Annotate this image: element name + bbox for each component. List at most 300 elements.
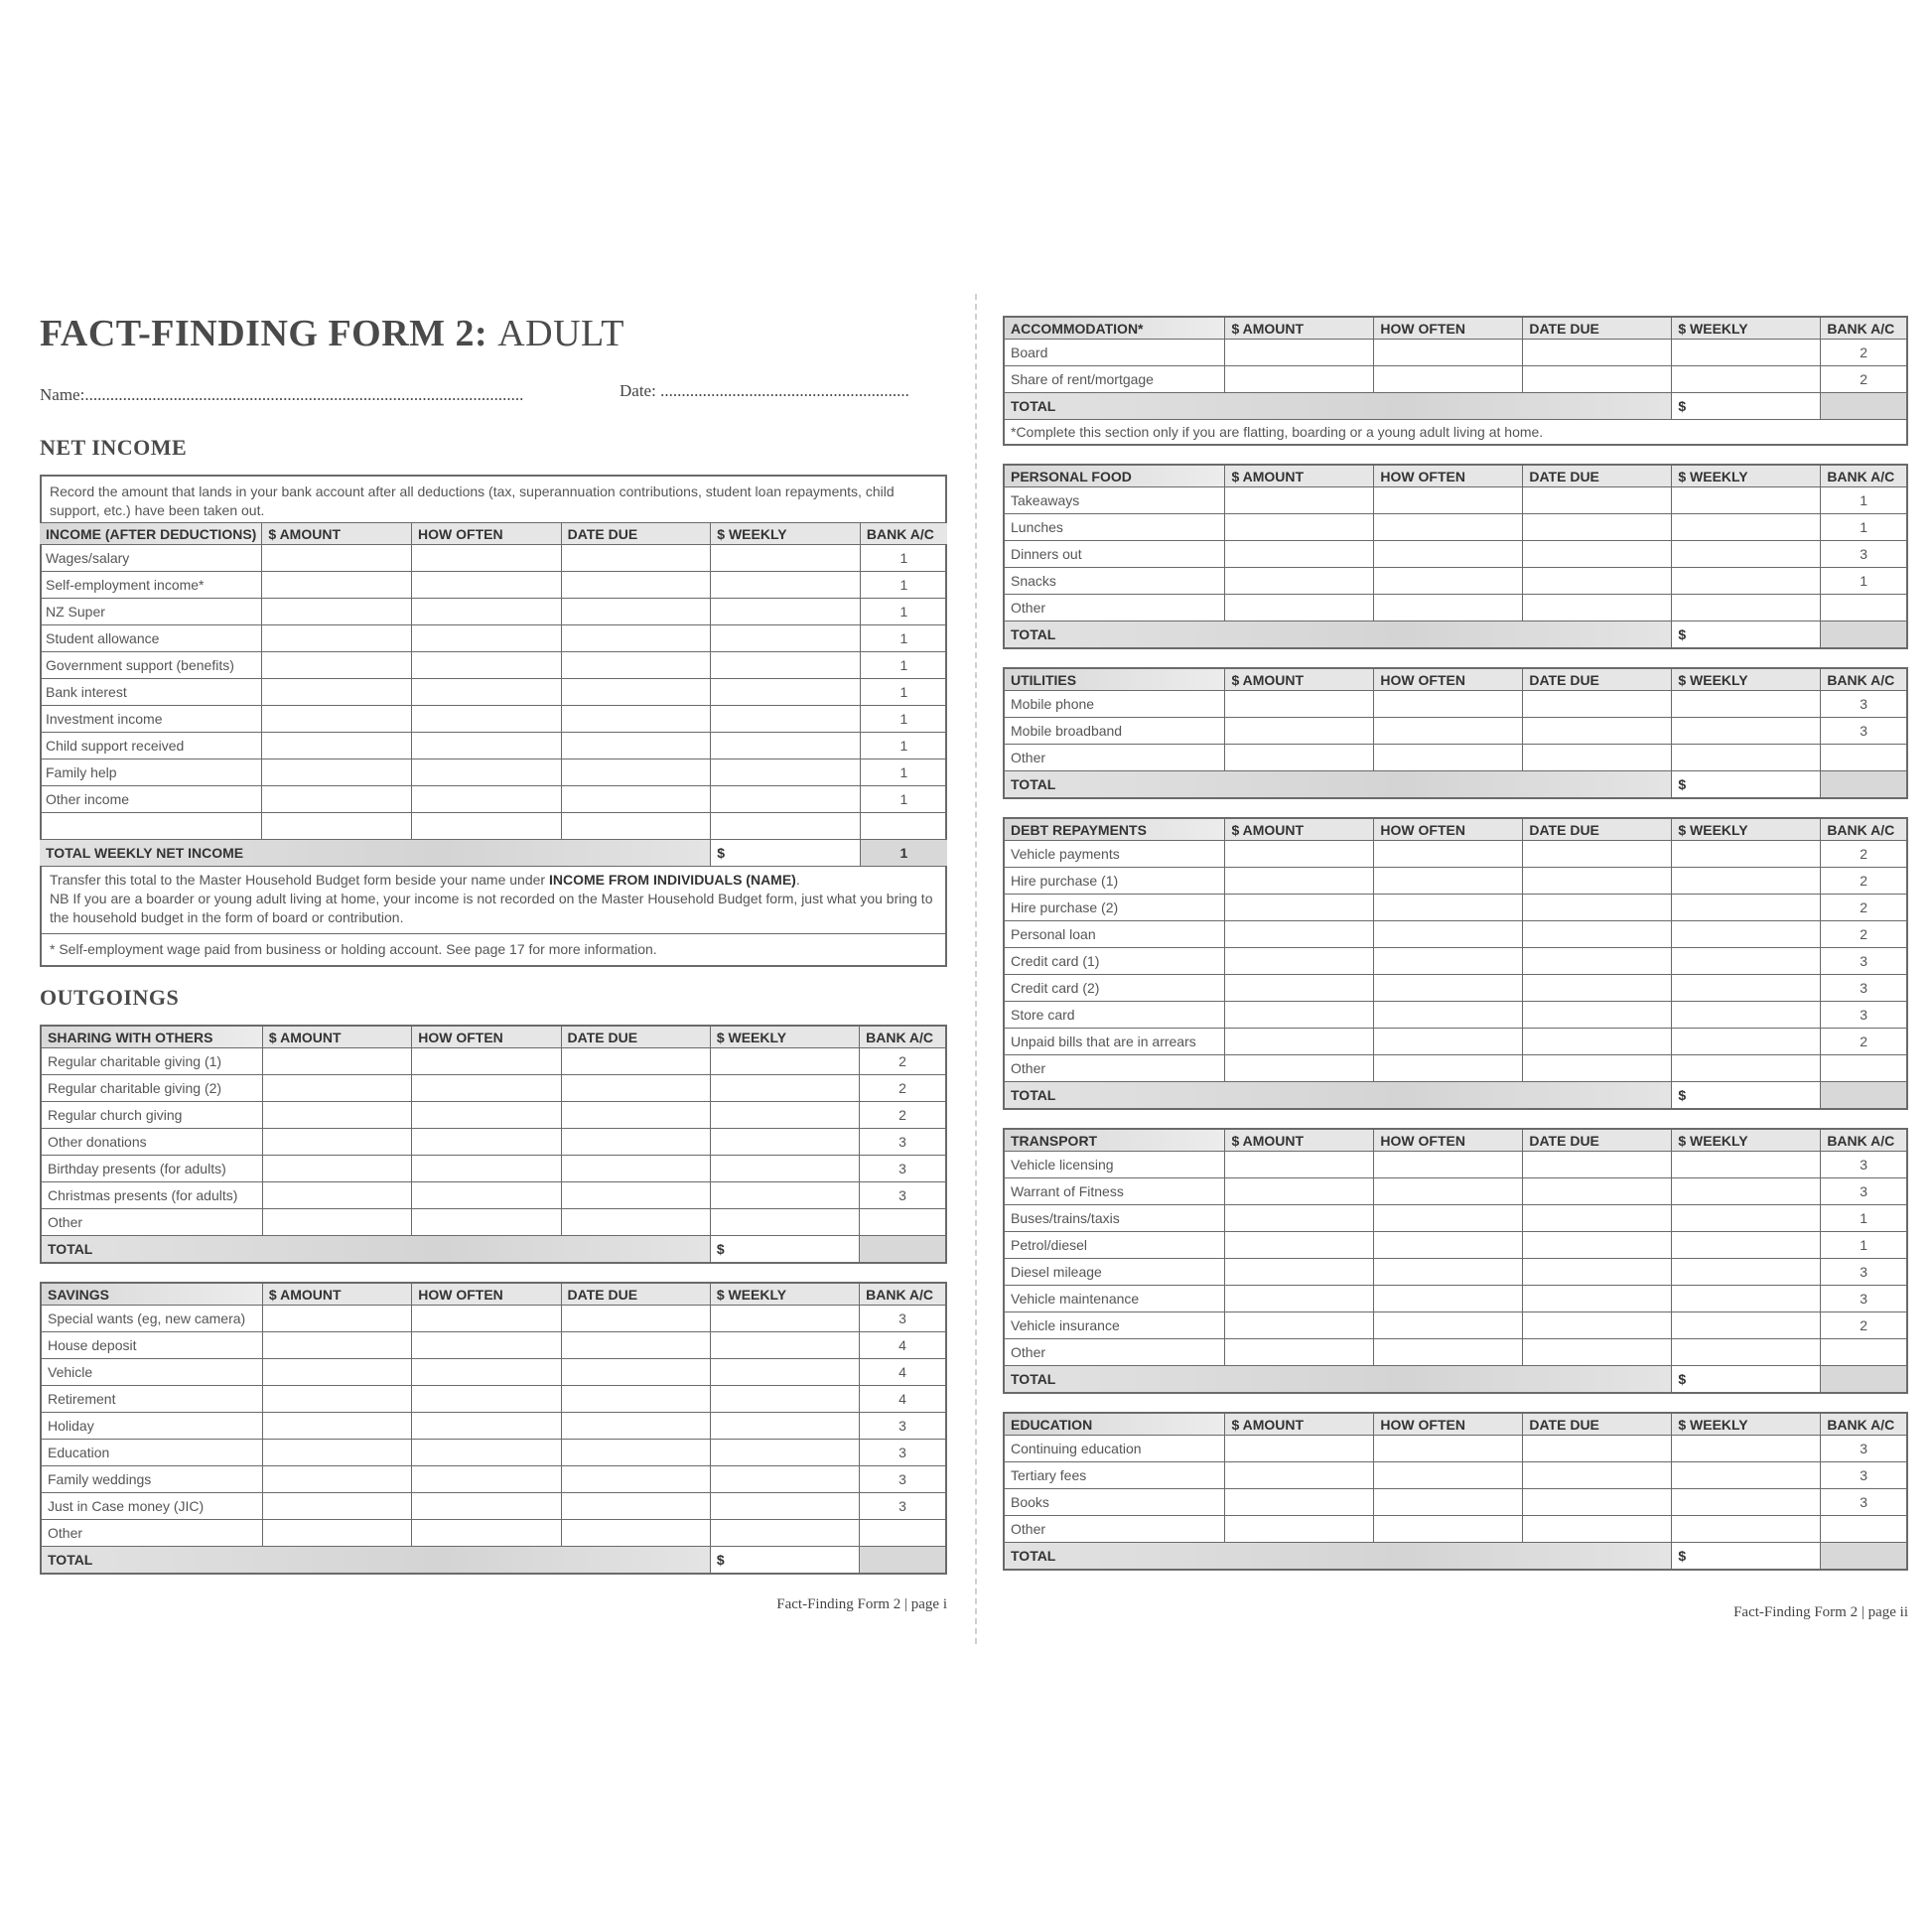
date-due-cell[interactable] <box>561 652 711 679</box>
weekly-cell[interactable] <box>1672 340 1821 366</box>
how-often-cell[interactable] <box>412 652 562 679</box>
bank-account-cell: 2 <box>1821 841 1907 868</box>
weekly-cell[interactable] <box>1672 1152 1821 1178</box>
date-due-cell[interactable] <box>1523 1205 1672 1232</box>
how-often-cell[interactable] <box>412 759 562 786</box>
how-often-cell[interactable] <box>1374 718 1523 745</box>
amount-cell[interactable] <box>1225 841 1374 868</box>
amount-cell[interactable] <box>1225 1002 1374 1029</box>
how-often-cell[interactable] <box>1374 948 1523 975</box>
how-often-cell[interactable] <box>1374 975 1523 1002</box>
how-often-cell[interactable] <box>1374 868 1523 895</box>
date-due-cell[interactable] <box>561 1075 710 1102</box>
amount-cell[interactable] <box>1225 1232 1374 1259</box>
weekly-cell[interactable] <box>1672 595 1821 621</box>
amount-cell[interactable] <box>1225 691 1374 718</box>
date-due-cell[interactable] <box>561 1332 710 1359</box>
weekly-cell[interactable] <box>710 1466 859 1493</box>
amount-cell[interactable] <box>1225 487 1374 514</box>
how-often-cell[interactable] <box>412 706 562 733</box>
weekly-cell[interactable] <box>1672 921 1821 948</box>
weekly-cell[interactable] <box>711 759 861 786</box>
amount-cell[interactable] <box>1225 340 1374 366</box>
bank-account-cell: 3 <box>1821 541 1907 568</box>
amount-cell[interactable] <box>1225 1152 1374 1178</box>
how-often-cell[interactable] <box>412 786 562 813</box>
how-often-cell[interactable] <box>1374 541 1523 568</box>
date-due-cell[interactable] <box>1523 366 1672 393</box>
date-due-cell[interactable] <box>1523 514 1672 541</box>
date-due-cell[interactable] <box>1523 718 1672 745</box>
how-often-cell[interactable] <box>412 813 562 840</box>
how-often-cell[interactable] <box>412 679 562 706</box>
date-due-cell[interactable] <box>561 1182 710 1209</box>
date-due-cell[interactable] <box>561 1129 710 1156</box>
how-often-cell[interactable] <box>412 1129 561 1156</box>
page-fold-divider <box>975 294 977 1644</box>
weekly-cell[interactable] <box>1672 1462 1821 1489</box>
date-due-cell[interactable] <box>1523 841 1672 868</box>
how-often-cell[interactable] <box>412 733 562 759</box>
weekly-cell[interactable] <box>1672 1286 1821 1312</box>
how-often-cell[interactable] <box>1374 595 1523 621</box>
amount-cell[interactable] <box>262 1359 411 1386</box>
weekly-cell[interactable] <box>710 1048 859 1075</box>
nb-note: NB If you are a boarder or young adult living at home, your income is not recorded on the Master Household Budget form, just what you bring to the household budget in the form of board or contribution. <box>50 891 933 925</box>
table-row <box>40 786 947 813</box>
date-due-cell[interactable] <box>1523 1178 1672 1205</box>
how-often-cell[interactable] <box>412 625 562 652</box>
weekly-cell[interactable] <box>1672 975 1821 1002</box>
weekly-cell[interactable] <box>1672 514 1821 541</box>
weekly-cell[interactable] <box>710 1182 859 1209</box>
total-weekly-cell[interactable]: $ <box>1672 771 1821 799</box>
date-due-cell[interactable] <box>1523 568 1672 595</box>
how-often-cell[interactable] <box>1374 487 1523 514</box>
amount-cell[interactable] <box>1225 745 1374 771</box>
total-bank-cell <box>1821 393 1907 420</box>
weekly-cell[interactable] <box>710 1075 859 1102</box>
table-row <box>1004 1029 1907 1055</box>
name-field[interactable]: Name:........................................................................................................ <box>40 385 524 404</box>
table-row <box>40 813 947 840</box>
weekly-cell[interactable] <box>711 652 861 679</box>
weekly-cell[interactable] <box>1672 691 1821 718</box>
total-weekly-cell[interactable]: $ <box>1672 393 1821 420</box>
how-often-cell[interactable] <box>1374 568 1523 595</box>
amount-cell[interactable] <box>1225 895 1374 921</box>
amount-cell[interactable] <box>1225 948 1374 975</box>
amount-cell[interactable] <box>262 652 412 679</box>
weekly-cell[interactable] <box>710 1306 859 1332</box>
date-due-cell[interactable] <box>561 1102 710 1129</box>
amount-cell[interactable] <box>262 1129 411 1156</box>
weekly-cell[interactable] <box>1672 718 1821 745</box>
column-header: BANK A/C <box>1821 818 1907 841</box>
date-due-cell[interactable] <box>1523 1516 1672 1543</box>
amount-cell[interactable] <box>262 1075 411 1102</box>
table-total-row <box>41 1547 946 1575</box>
amount-cell[interactable] <box>1225 1286 1374 1312</box>
how-often-cell[interactable] <box>1374 1055 1523 1082</box>
debt-repayments-table <box>1003 817 1908 1110</box>
table-gap <box>1003 799 1908 817</box>
amount-cell[interactable] <box>1225 1489 1374 1516</box>
how-often-cell[interactable] <box>412 1413 561 1440</box>
table-header-row <box>40 523 947 545</box>
amount-cell[interactable] <box>1225 1436 1374 1462</box>
date-due-cell[interactable] <box>1523 1339 1672 1366</box>
how-often-cell[interactable] <box>412 1359 561 1386</box>
weekly-cell[interactable] <box>711 599 861 625</box>
weekly-cell[interactable] <box>710 1209 859 1236</box>
date-due-cell[interactable] <box>1523 975 1672 1002</box>
how-often-cell[interactable] <box>412 1520 561 1547</box>
how-often-cell[interactable] <box>1374 1462 1523 1489</box>
column-header: DATE DUE <box>1523 317 1672 340</box>
date-due-cell[interactable] <box>1523 1462 1672 1489</box>
amount-cell[interactable] <box>1225 975 1374 1002</box>
date-due-cell[interactable] <box>561 625 711 652</box>
weekly-cell[interactable] <box>1672 1516 1821 1543</box>
weekly-cell[interactable] <box>710 1440 859 1466</box>
date-due-cell[interactable] <box>1523 487 1672 514</box>
row-label: Special wants (eg, new camera) <box>41 1306 262 1332</box>
amount-cell[interactable] <box>1225 1055 1374 1082</box>
column-header: BANK A/C <box>1821 1129 1907 1152</box>
weekly-cell[interactable] <box>710 1102 859 1129</box>
date-due-cell[interactable] <box>1523 948 1672 975</box>
date-due-cell[interactable] <box>561 1440 710 1466</box>
amount-cell[interactable] <box>1225 718 1374 745</box>
weekly-cell[interactable] <box>711 545 861 572</box>
table-total-row <box>1004 621 1907 649</box>
amount-cell[interactable] <box>262 545 412 572</box>
amount-cell[interactable] <box>262 1466 411 1493</box>
amount-cell[interactable] <box>262 786 412 813</box>
amount-cell[interactable] <box>1225 595 1374 621</box>
amount-cell[interactable] <box>1225 921 1374 948</box>
weekly-cell[interactable] <box>1672 1205 1821 1232</box>
date-due-cell[interactable] <box>561 679 711 706</box>
amount-cell[interactable] <box>262 1156 411 1182</box>
bank-account-cell: 3 <box>1821 1462 1907 1489</box>
amount-cell[interactable] <box>262 1440 411 1466</box>
how-often-cell[interactable] <box>412 572 562 599</box>
date-due-cell[interactable] <box>1523 691 1672 718</box>
how-often-cell[interactable] <box>1374 1232 1523 1259</box>
column-header: $ WEEKLY <box>1672 1413 1821 1436</box>
weekly-cell[interactable] <box>1672 1178 1821 1205</box>
amount-cell[interactable] <box>1225 1339 1374 1366</box>
total-weekly-cell[interactable]: $ <box>710 1236 859 1264</box>
amount-cell[interactable] <box>262 759 412 786</box>
amount-cell[interactable] <box>1225 514 1374 541</box>
weekly-cell[interactable] <box>711 679 861 706</box>
how-often-cell[interactable] <box>1374 1205 1523 1232</box>
weekly-cell[interactable] <box>1672 541 1821 568</box>
row-label: Tertiary fees <box>1004 1462 1225 1489</box>
table-row <box>1004 895 1907 921</box>
date-due-cell[interactable] <box>1523 868 1672 895</box>
how-often-cell[interactable] <box>412 1182 561 1209</box>
total-weekly-cell[interactable]: $ <box>1672 621 1821 649</box>
weekly-cell[interactable] <box>711 786 861 813</box>
table-row <box>41 1102 946 1129</box>
date-due-cell[interactable] <box>561 1306 710 1332</box>
how-often-cell[interactable] <box>1374 1029 1523 1055</box>
weekly-cell[interactable] <box>710 1520 859 1547</box>
weekly-cell[interactable] <box>1672 1259 1821 1286</box>
how-often-cell[interactable] <box>412 1156 561 1182</box>
column-header: DATE DUE <box>1523 465 1672 487</box>
how-often-cell[interactable] <box>1374 514 1523 541</box>
date-due-cell[interactable] <box>1523 1152 1672 1178</box>
how-often-cell[interactable] <box>1374 1436 1523 1462</box>
date-due-cell[interactable] <box>1523 1055 1672 1082</box>
date-due-cell[interactable] <box>561 1209 710 1236</box>
table-total-row <box>1004 1366 1907 1394</box>
date-due-cell[interactable] <box>561 1156 710 1182</box>
how-often-cell[interactable] <box>412 1048 561 1075</box>
date-due-cell[interactable] <box>1523 1489 1672 1516</box>
weekly-cell[interactable] <box>1672 895 1821 921</box>
date-due-cell[interactable] <box>561 1413 710 1440</box>
how-often-cell[interactable] <box>412 1386 561 1413</box>
how-often-cell[interactable] <box>412 1440 561 1466</box>
how-often-cell[interactable] <box>1374 895 1523 921</box>
how-often-cell[interactable] <box>1374 691 1523 718</box>
column-header: $ WEEKLY <box>1672 465 1821 487</box>
amount-cell[interactable] <box>262 599 412 625</box>
amount-cell[interactable] <box>262 1413 411 1440</box>
table-row <box>41 1466 946 1493</box>
weekly-cell[interactable] <box>1672 1312 1821 1339</box>
date-due-cell[interactable] <box>561 545 711 572</box>
how-often-cell[interactable] <box>1374 366 1523 393</box>
weekly-cell[interactable] <box>711 813 861 840</box>
table-row <box>1004 1312 1907 1339</box>
weekly-cell[interactable] <box>1672 948 1821 975</box>
weekly-cell[interactable] <box>1672 568 1821 595</box>
how-often-cell[interactable] <box>412 1075 561 1102</box>
amount-cell[interactable] <box>262 813 412 840</box>
how-often-cell[interactable] <box>412 1332 561 1359</box>
date-due-cell[interactable] <box>561 1493 710 1520</box>
how-often-cell[interactable] <box>412 1102 561 1129</box>
date-due-cell[interactable] <box>1523 1312 1672 1339</box>
weekly-cell[interactable] <box>1672 868 1821 895</box>
total-label: TOTAL <box>1004 1366 1672 1394</box>
weekly-cell[interactable] <box>710 1129 859 1156</box>
weekly-cell[interactable] <box>1672 1055 1821 1082</box>
date-due-cell[interactable] <box>561 813 711 840</box>
amount-cell[interactable] <box>262 572 412 599</box>
weekly-cell[interactable] <box>710 1359 859 1386</box>
weekly-cell[interactable] <box>710 1156 859 1182</box>
row-label: Christmas presents (for adults) <box>41 1182 262 1209</box>
amount-cell[interactable] <box>1225 1462 1374 1489</box>
weekly-cell[interactable] <box>1672 1489 1821 1516</box>
table-row <box>41 1306 946 1332</box>
weekly-cell[interactable] <box>710 1332 859 1359</box>
date-due-cell[interactable] <box>561 1359 710 1386</box>
how-often-cell[interactable] <box>1374 921 1523 948</box>
total-weekly-cell[interactable]: $ <box>710 1547 859 1575</box>
how-often-cell[interactable] <box>1374 1312 1523 1339</box>
weekly-cell[interactable] <box>711 625 861 652</box>
amount-cell[interactable] <box>1225 1516 1374 1543</box>
date-due-cell[interactable] <box>1523 1029 1672 1055</box>
date-due-cell[interactable] <box>561 1466 710 1493</box>
column-header: BANK A/C <box>1821 317 1907 340</box>
amount-cell[interactable] <box>1225 541 1374 568</box>
date-due-cell[interactable] <box>561 599 711 625</box>
amount-cell[interactable] <box>1225 1205 1374 1232</box>
weekly-cell[interactable] <box>1672 745 1821 771</box>
weekly-cell[interactable] <box>1672 1002 1821 1029</box>
date-due-cell[interactable] <box>1523 895 1672 921</box>
date-due-cell[interactable] <box>561 733 711 759</box>
date-due-cell[interactable] <box>561 1386 710 1413</box>
outgoings-tables <box>40 1025 947 1575</box>
weekly-cell[interactable] <box>710 1386 859 1413</box>
table-row <box>40 733 947 759</box>
column-header: EDUCATION <box>1004 1413 1225 1436</box>
how-often-cell[interactable] <box>1374 841 1523 868</box>
row-label: Personal loan <box>1004 921 1225 948</box>
date-due-cell[interactable] <box>1523 1286 1672 1312</box>
table-row <box>41 1359 946 1386</box>
how-often-cell[interactable] <box>1374 340 1523 366</box>
how-often-cell[interactable] <box>412 1209 561 1236</box>
weekly-cell[interactable] <box>711 733 861 759</box>
date-due-cell[interactable] <box>1523 1436 1672 1462</box>
date-due-cell[interactable] <box>561 786 711 813</box>
how-often-cell[interactable] <box>1374 1489 1523 1516</box>
table-row <box>41 1129 946 1156</box>
date-due-cell[interactable] <box>561 759 711 786</box>
bank-account-cell: 1 <box>860 599 947 625</box>
row-label: Holiday <box>41 1413 262 1440</box>
bank-account-cell <box>860 1520 946 1547</box>
date-due-cell[interactable] <box>1523 340 1672 366</box>
table-row <box>1004 1152 1907 1178</box>
column-header: $ WEEKLY <box>1672 818 1821 841</box>
column-header: HOW OFTEN <box>1374 1413 1523 1436</box>
total-weekly-cell[interactable]: $ <box>1672 1082 1821 1110</box>
amount-cell[interactable] <box>1225 366 1374 393</box>
how-often-cell[interactable] <box>1374 1152 1523 1178</box>
amount-cell[interactable] <box>262 1306 411 1332</box>
amount-cell[interactable] <box>1225 568 1374 595</box>
date-due-cell[interactable] <box>1523 541 1672 568</box>
amount-cell[interactable] <box>1225 1178 1374 1205</box>
total-weekly-cell[interactable]: $ <box>1672 1366 1821 1394</box>
amount-cell[interactable] <box>262 706 412 733</box>
weekly-cell[interactable] <box>1672 841 1821 868</box>
weekly-cell[interactable] <box>711 706 861 733</box>
date-due-cell[interactable] <box>1523 595 1672 621</box>
table-row <box>40 652 947 679</box>
amount-cell[interactable] <box>262 1048 411 1075</box>
amount-cell[interactable] <box>262 679 412 706</box>
amount-cell[interactable] <box>1225 1312 1374 1339</box>
weekly-cell[interactable] <box>711 572 861 599</box>
amount-cell[interactable] <box>1225 1259 1374 1286</box>
total-bank-cell <box>1821 621 1907 649</box>
amount-cell[interactable] <box>262 1182 411 1209</box>
how-often-cell[interactable] <box>412 1306 561 1332</box>
weekly-cell[interactable] <box>1672 1029 1821 1055</box>
row-label: Other donations <box>41 1129 262 1156</box>
bank-account-cell: 3 <box>860 1493 946 1520</box>
date-field[interactable]: Date: ........................................................... <box>620 381 909 400</box>
how-often-cell[interactable] <box>412 1493 561 1520</box>
date-due-cell[interactable] <box>1523 745 1672 771</box>
amount-cell[interactable] <box>262 1332 411 1359</box>
date-due-cell[interactable] <box>1523 1002 1672 1029</box>
how-often-cell[interactable] <box>412 545 562 572</box>
row-label: Credit card (2) <box>1004 975 1225 1002</box>
total-weekly-cell[interactable]: $ <box>1672 1543 1821 1571</box>
bank-account-cell: 2 <box>1821 366 1907 393</box>
date-due-cell[interactable] <box>1523 921 1672 948</box>
how-often-cell[interactable] <box>1374 1002 1523 1029</box>
amount-cell[interactable] <box>262 1102 411 1129</box>
weekly-cell[interactable] <box>1672 487 1821 514</box>
amount-cell[interactable] <box>262 733 412 759</box>
amount-cell[interactable] <box>262 1386 411 1413</box>
how-often-cell[interactable] <box>412 599 562 625</box>
column-header: HOW OFTEN <box>412 523 562 545</box>
weekly-cell[interactable] <box>1672 1232 1821 1259</box>
amount-cell[interactable] <box>262 1493 411 1520</box>
date-due-cell[interactable] <box>561 1048 710 1075</box>
date-due-cell[interactable] <box>1523 1232 1672 1259</box>
how-often-cell[interactable] <box>1374 745 1523 771</box>
date-due-cell[interactable] <box>1523 1259 1672 1286</box>
how-often-cell[interactable] <box>412 1466 561 1493</box>
total-weekly-cell[interactable]: $ <box>711 840 861 867</box>
weekly-cell[interactable] <box>710 1493 859 1520</box>
weekly-cell[interactable] <box>710 1413 859 1440</box>
date-due-cell[interactable] <box>561 572 711 599</box>
amount-cell[interactable] <box>262 1520 411 1547</box>
amount-cell[interactable] <box>262 625 412 652</box>
table-row <box>1004 595 1907 621</box>
table-gap <box>1003 446 1908 464</box>
how-often-cell[interactable] <box>1374 1339 1523 1366</box>
bank-account-cell: 1 <box>860 572 947 599</box>
table-header-row <box>1004 668 1907 691</box>
how-often-cell[interactable] <box>1374 1259 1523 1286</box>
amount-cell[interactable] <box>1225 1029 1374 1055</box>
column-header: DATE DUE <box>1523 818 1672 841</box>
transfer-note <box>42 867 945 933</box>
date-due-cell[interactable] <box>561 706 711 733</box>
weekly-cell[interactable] <box>1672 1339 1821 1366</box>
weekly-cell[interactable] <box>1672 1436 1821 1462</box>
weekly-cell[interactable] <box>1672 366 1821 393</box>
how-often-cell[interactable] <box>1374 1516 1523 1543</box>
amount-cell[interactable] <box>1225 868 1374 895</box>
bank-account-cell: 3 <box>860 1129 946 1156</box>
amount-cell[interactable] <box>262 1209 411 1236</box>
how-often-cell[interactable] <box>1374 1286 1523 1312</box>
date-due-cell[interactable] <box>561 1520 710 1547</box>
how-often-cell[interactable] <box>1374 1178 1523 1205</box>
